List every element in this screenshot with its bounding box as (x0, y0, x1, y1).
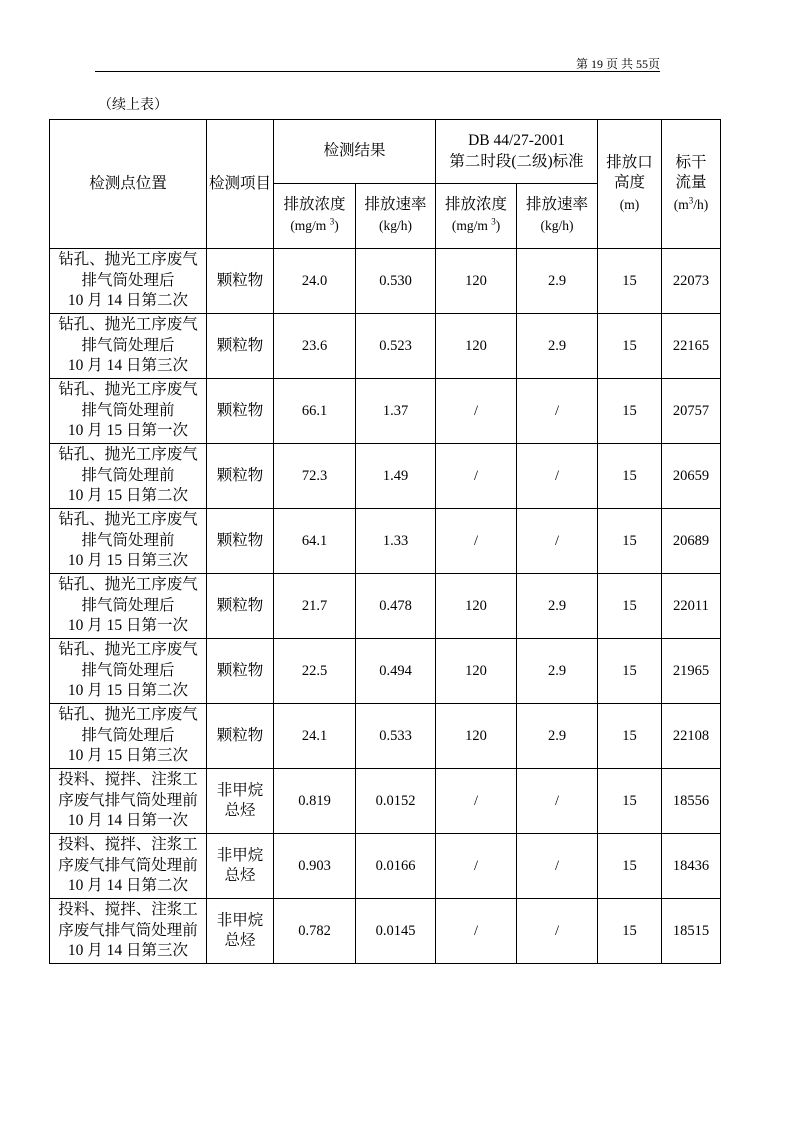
item-cell-line: 颗粒物 (216, 401, 264, 419)
standard-concentration-cell (436, 639, 517, 704)
unit-text: (mg/m (290, 218, 330, 234)
location-cell-line: 10 月 15 日第三次 (67, 747, 189, 765)
concentration-cell-line: 24.1 (301, 727, 328, 744)
flow-cell (662, 574, 721, 639)
standard-concentration-cell-line: 120 (465, 662, 487, 679)
location-cell (50, 444, 207, 509)
standard-concentration-cell (436, 379, 517, 444)
location-cell-line: 10 月 15 日第一次 (67, 422, 189, 440)
rate-cell-line: 0.0145 (375, 922, 416, 939)
concentration-cell-line: 22.5 (301, 662, 328, 679)
rate-cell-line: 1.33 (382, 532, 409, 549)
rate-cell (356, 769, 436, 834)
flow-cell-line: 18515 (672, 922, 710, 939)
standard-rate-label: 排放速率 (526, 195, 589, 213)
standard-rate-cell-line: / (555, 857, 560, 874)
table-row (50, 704, 721, 769)
flow-cell (662, 899, 721, 964)
location-cell-line: 投料、搅拌、注浆工 (58, 901, 198, 919)
height-cell-line: 15 (622, 857, 637, 874)
location-cell-line: 10 月 14 日第三次 (67, 942, 189, 960)
rate-cell (356, 509, 436, 574)
item-cell-line: 总烃 (224, 867, 256, 884)
standard-rate-unit: (kg/h) (540, 218, 574, 234)
table-row (50, 314, 721, 379)
header-concentration (274, 184, 356, 249)
standard-rate-cell-line: / (555, 532, 560, 549)
flow-cell (662, 834, 721, 899)
table-row (50, 509, 721, 574)
height-cell (598, 509, 662, 574)
standard-rate-cell-line: 2.9 (547, 727, 567, 744)
location-cell-line: 序废气排气筒处理前 (58, 856, 198, 874)
standard-rate-cell (517, 769, 598, 834)
flow-cell-line: 21965 (672, 662, 710, 679)
item-cell-line: 非甲烷 (216, 781, 264, 799)
concentration-cell-line: 72.3 (301, 467, 328, 484)
concentration-cell-line: 0.782 (298, 922, 331, 939)
location-cell-line: 10 月 14 日第二次 (67, 877, 189, 895)
item-cell (207, 899, 274, 964)
location-cell-line: 钻孔、抛光工序废气 (58, 251, 198, 269)
table-row (50, 444, 721, 509)
unit-text: /h) (693, 196, 709, 212)
concentration-unit (274, 215, 355, 237)
rate-cell-line: 0.0152 (375, 792, 416, 809)
unit-text: (mg/m (451, 218, 492, 234)
table-row (50, 379, 721, 444)
header-standard-concentration (436, 184, 517, 249)
item-cell (207, 509, 274, 574)
rate-cell-line: 1.37 (382, 402, 409, 419)
standard-concentration-cell (436, 444, 517, 509)
standard-concentration-cell (436, 314, 517, 379)
item-cell-line: 颗粒物 (216, 466, 264, 484)
height-cell-line: 15 (622, 467, 637, 484)
monitoring-results-table (49, 119, 721, 964)
table-row (50, 834, 721, 899)
concentration-cell-line: 23.6 (301, 337, 328, 354)
header-standard-rate (517, 184, 598, 249)
rate-cell (356, 834, 436, 899)
standard-concentration-cell (436, 509, 517, 574)
height-cell (598, 639, 662, 704)
item-cell (207, 249, 274, 314)
height-unit: (m) (619, 196, 640, 212)
flow-label-line: 标干 (675, 153, 707, 171)
standard-concentration-cell-line: 120 (465, 727, 487, 744)
item-cell (207, 769, 274, 834)
location-cell-line: 排气筒处理后 (81, 596, 175, 614)
location-cell-line: 排气筒处理后 (81, 336, 175, 354)
location-cell (50, 899, 207, 964)
standard-rate-cell-line: / (555, 402, 560, 419)
flow-unit (662, 194, 720, 216)
standard-concentration-cell-line: / (474, 532, 479, 549)
flow-cell-line: 22011 (673, 597, 709, 614)
concentration-cell-line: 66.1 (301, 402, 328, 419)
concentration-cell-line: 0.903 (298, 857, 331, 874)
item-cell (207, 314, 274, 379)
standard-rate-cell (517, 249, 598, 314)
flow-cell-line: 18436 (672, 857, 710, 874)
rate-cell (356, 314, 436, 379)
location-cell-line: 10 月 15 日第二次 (67, 682, 189, 700)
location-cell-line: 序废气排气筒处理前 (58, 921, 198, 939)
height-cell-line: 15 (622, 662, 637, 679)
height-label-line: 高度 (614, 174, 646, 191)
location-cell-line: 排气筒处理后 (81, 271, 175, 289)
concentration-cell (274, 379, 356, 444)
height-cell-line: 15 (622, 272, 637, 289)
header-results: 检测结果 (274, 120, 436, 184)
height-cell-line: 15 (622, 337, 637, 354)
location-cell-line: 排气筒处理前 (81, 531, 175, 549)
height-cell-line: 15 (622, 922, 637, 939)
concentration-label: 排放浓度 (283, 195, 346, 213)
flow-cell (662, 379, 721, 444)
location-cell-line: 10 月 15 日第一次 (67, 617, 189, 635)
unit-superscript: 3 (688, 195, 694, 205)
location-cell-line: 10 月 14 日第三次 (67, 357, 189, 375)
flow-cell (662, 639, 721, 704)
item-cell-line: 颗粒物 (216, 336, 264, 354)
location-cell-line: 序废气排气筒处理前 (58, 791, 198, 809)
standard-concentration-label: 排放浓度 (445, 195, 508, 213)
item-cell (207, 704, 274, 769)
item-cell-line: 非甲烷 (216, 911, 264, 929)
location-cell-line: 投料、搅拌、注浆工 (58, 836, 198, 854)
item-cell-line: 总烃 (224, 932, 256, 949)
standard-concentration-cell (436, 704, 517, 769)
location-cell-line: 钻孔、抛光工序废气 (58, 316, 198, 334)
item-cell-line: 颗粒物 (216, 661, 264, 679)
table-row (50, 899, 721, 964)
standard-code: DB 44/27-2001 (468, 132, 565, 149)
standard-concentration-cell-line: / (474, 792, 479, 809)
standard-concentration-cell-line: / (474, 857, 479, 874)
standard-concentration-cell (436, 899, 517, 964)
concentration-cell (274, 639, 356, 704)
height-cell (598, 379, 662, 444)
header-location: 检测点位置 (50, 120, 207, 249)
standard-rate-cell (517, 574, 598, 639)
header-flow (662, 120, 721, 249)
rate-label: 排放速率 (364, 195, 427, 213)
location-cell-line: 排气筒处理后 (81, 661, 175, 679)
location-cell (50, 769, 207, 834)
table-row (50, 249, 721, 314)
flow-cell-line: 20659 (672, 467, 710, 484)
standard-concentration-cell-line: / (474, 467, 479, 484)
table-row (50, 769, 721, 834)
page-number: 第 19 页 共 55页 (575, 57, 660, 71)
item-cell-line: 颗粒物 (216, 596, 264, 614)
header-row (50, 120, 721, 184)
item-cell-line: 颗粒物 (216, 271, 264, 289)
height-cell (598, 444, 662, 509)
height-cell (598, 704, 662, 769)
header-standard (436, 120, 598, 184)
standard-concentration-cell (436, 249, 517, 314)
standard-concentration-cell-line: / (474, 922, 479, 939)
standard-rate-cell-line: / (555, 792, 560, 809)
location-cell-line: 钻孔、抛光工序废气 (58, 511, 198, 529)
location-cell-line: 钻孔、抛光工序废气 (58, 381, 198, 399)
location-cell-line: 排气筒处理前 (81, 401, 175, 419)
standard-rate-cell-line: 2.9 (547, 272, 567, 289)
header-height (598, 120, 662, 249)
height-cell (598, 899, 662, 964)
rate-cell (356, 444, 436, 509)
location-cell-line: 钻孔、抛光工序废气 (58, 706, 198, 724)
standard-rate-cell (517, 704, 598, 769)
standard-rate-cell (517, 509, 598, 574)
location-cell (50, 509, 207, 574)
unit-text: ) (334, 218, 339, 234)
concentration-cell (274, 834, 356, 899)
standard-rate-cell-line: / (555, 467, 560, 484)
standard-rate-cell (517, 314, 598, 379)
standard-concentration-cell-line: 120 (465, 272, 487, 289)
location-cell-line: 10 月 15 日第二次 (67, 487, 189, 505)
rate-unit: (kg/h) (379, 218, 412, 234)
concentration-cell (274, 509, 356, 574)
flow-cell (662, 249, 721, 314)
flow-cell-line: 22165 (672, 337, 710, 354)
concentration-cell (274, 444, 356, 509)
item-cell (207, 834, 274, 899)
height-cell (598, 314, 662, 379)
standard-rate-cell (517, 834, 598, 899)
rate-cell (356, 704, 436, 769)
flow-cell-line: 18556 (672, 792, 710, 809)
height-cell-line: 15 (622, 532, 637, 549)
standard-rate-cell-line: 2.9 (547, 337, 567, 354)
flow-cell (662, 509, 721, 574)
concentration-cell-line: 21.7 (301, 597, 328, 614)
rate-cell (356, 899, 436, 964)
standard-rate-cell-line: 2.9 (547, 662, 567, 679)
rate-cell-line: 0.533 (379, 727, 412, 744)
standard-rate-cell-line: 2.9 (547, 597, 567, 614)
flow-cell (662, 769, 721, 834)
header-item: 检测项目 (207, 120, 274, 249)
concentration-cell (274, 769, 356, 834)
location-cell-line: 10 月 14 日第一次 (67, 812, 189, 830)
location-cell (50, 314, 207, 379)
height-cell (598, 574, 662, 639)
concentration-cell (274, 574, 356, 639)
concentration-cell (274, 704, 356, 769)
concentration-cell (274, 899, 356, 964)
rate-cell-line: 0.494 (379, 662, 412, 679)
location-cell (50, 574, 207, 639)
standard-rate-cell-line: / (555, 922, 560, 939)
item-cell (207, 379, 274, 444)
height-cell (598, 769, 662, 834)
location-cell-line: 10 月 15 日第三次 (67, 552, 189, 570)
table-header (50, 120, 721, 249)
standard-concentration-unit (436, 215, 516, 237)
concentration-cell (274, 314, 356, 379)
rate-cell (356, 379, 436, 444)
item-cell-line: 非甲烷 (216, 846, 264, 864)
location-cell-line: 排气筒处理后 (81, 726, 175, 744)
header-rate (356, 184, 436, 249)
concentration-cell-line: 24.0 (301, 272, 328, 289)
location-cell-line: 排气筒处理前 (81, 466, 175, 484)
height-label-line: 排放口 (606, 153, 653, 171)
location-cell-line: 10 月 14 日第二次 (67, 292, 189, 310)
standard-concentration-cell-line: / (474, 402, 479, 419)
page-header (95, 57, 660, 72)
rate-cell (356, 574, 436, 639)
standard-concentration-cell (436, 834, 517, 899)
standard-concentration-cell (436, 769, 517, 834)
standard-level: 第二时段(二级)标准 (449, 152, 584, 170)
location-cell (50, 379, 207, 444)
rate-cell-line: 1.49 (382, 467, 409, 484)
item-cell (207, 574, 274, 639)
flow-cell-line: 20689 (672, 532, 710, 549)
standard-concentration-cell-line: 120 (465, 337, 487, 354)
flow-cell-line: 20757 (672, 402, 710, 419)
standard-rate-cell (517, 639, 598, 704)
height-cell-line: 15 (622, 792, 637, 809)
concentration-cell-line: 64.1 (301, 532, 328, 549)
concentration-cell-line: 0.819 (298, 792, 331, 809)
concentration-cell (274, 249, 356, 314)
rate-cell (356, 249, 436, 314)
standard-rate-cell (517, 444, 598, 509)
flow-cell-line: 22108 (672, 727, 710, 744)
item-cell (207, 444, 274, 509)
unit-superscript: 3 (491, 216, 496, 227)
standard-concentration-cell-line: 120 (465, 597, 487, 614)
item-cell-line: 颗粒物 (216, 726, 264, 744)
location-cell (50, 249, 207, 314)
standard-rate-cell (517, 379, 598, 444)
location-cell (50, 639, 207, 704)
location-cell (50, 834, 207, 899)
rate-cell-line: 0.523 (379, 337, 412, 354)
location-cell-line: 钻孔、抛光工序废气 (58, 446, 198, 464)
unit-text: (m (673, 196, 689, 212)
location-cell (50, 704, 207, 769)
table-body (50, 249, 721, 964)
flow-cell (662, 704, 721, 769)
location-cell-line: 钻孔、抛光工序废气 (58, 576, 198, 594)
flow-cell (662, 444, 721, 509)
flow-cell-line: 22073 (672, 272, 710, 289)
height-cell (598, 249, 662, 314)
height-cell-line: 15 (622, 597, 637, 614)
rate-cell-line: 0.530 (379, 272, 412, 289)
flow-label-line: 流量 (675, 174, 707, 191)
rate-cell-line: 0.478 (379, 597, 412, 614)
location-cell-line: 投料、搅拌、注浆工 (58, 771, 198, 789)
height-cell-line: 15 (622, 727, 637, 744)
unit-text: ) (495, 218, 501, 234)
flow-cell (662, 314, 721, 379)
location-cell-line: 钻孔、抛光工序废气 (58, 641, 198, 659)
continued-table-label: （续上表） (98, 98, 168, 113)
height-cell (598, 834, 662, 899)
standard-concentration-cell (436, 574, 517, 639)
standard-rate-cell (517, 899, 598, 964)
unit-superscript: 3 (329, 216, 335, 227)
item-cell-line: 总烃 (224, 802, 256, 819)
table-row (50, 574, 721, 639)
item-cell-line: 颗粒物 (216, 531, 264, 549)
rate-cell (356, 639, 436, 704)
item-cell (207, 639, 274, 704)
rate-cell-line: 0.0166 (375, 857, 416, 874)
height-cell-line: 15 (622, 402, 637, 419)
table-row (50, 639, 721, 704)
